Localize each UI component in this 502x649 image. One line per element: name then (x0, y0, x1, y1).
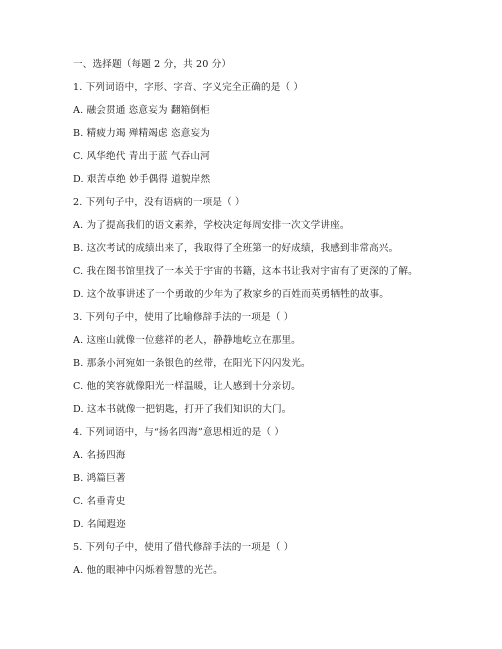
question-3-option-c: C. 他的笑容就像阳光一样温暖，让人感到十分亲切。 (73, 381, 301, 392)
section-title: 一、选择题（每题 2 分，共 20 分） (73, 59, 232, 70)
question-4-option-d: D. 名闻遐迩 (73, 519, 126, 530)
question-4-option-c: C. 名垂青史 (73, 496, 126, 507)
question-3-stem: 3. 下列句子中，使用了比喻修辞手法的一项是（ ） (73, 312, 294, 323)
question-4-option-a: A. 名扬四海 (73, 450, 126, 461)
question-1-stem: 1. 下列词语中，字形、字音、字义完全正确的是（ ） (73, 82, 304, 93)
question-3-option-d: D. 这本书就像一把钥匙，打开了我们知识的大门。 (73, 404, 292, 415)
question-1-option-b: B. 精疲力竭 殚精竭虑 恣意妄为 (73, 128, 210, 139)
question-5-stem: 5. 下列句子中，使用了借代修辞手法的一项是（ ） (73, 542, 294, 553)
question-2-option-d: D. 这个故事讲述了一个勇敢的少年为了救家乡的百姓而英勇牺牲的故事。 (73, 289, 389, 300)
question-1-option-d: D. 艰苦卓绝 妙手偶得 道貌岸然 (73, 174, 211, 185)
question-4-option-b: B. 鸿篇巨著 (73, 473, 126, 484)
question-1-option-c: C. 风华绝代 青出于蓝 气吞山河 (73, 151, 210, 162)
question-3-option-b: B. 那条小河宛如一条银色的丝带，在阳光下闪闪发光。 (73, 358, 311, 369)
question-1-option-a: A. 融会贯通 恣意妄为 翻箱倒柜 (73, 105, 210, 116)
question-3-option-a: A. 这座山就像一位慈祥的老人，静静地屹立在那里。 (73, 335, 301, 346)
question-2-stem: 2. 下列句子中，没有语病的一项是（ ） (73, 197, 245, 208)
question-4-stem: 4. 下列词语中，与“扬名四海”意思相近的是（ ） (73, 427, 285, 438)
question-2-option-b: B. 这次考试的成绩出来了，我取得了全班第一的好成绩，我感到非常高兴。 (73, 243, 399, 254)
question-2-option-c: C. 我在图书馆里找了一本关于宇宙的书籍，这本书让我对宇宙有了更深的了解。 (73, 266, 418, 277)
question-5-option-a: A. 他的眼神中闪烁着智慧的光芒。 (73, 565, 223, 576)
question-2-option-a: A. 为了提高我们的语文素养，学校决定每周安排一次文学讲座。 (73, 220, 350, 231)
